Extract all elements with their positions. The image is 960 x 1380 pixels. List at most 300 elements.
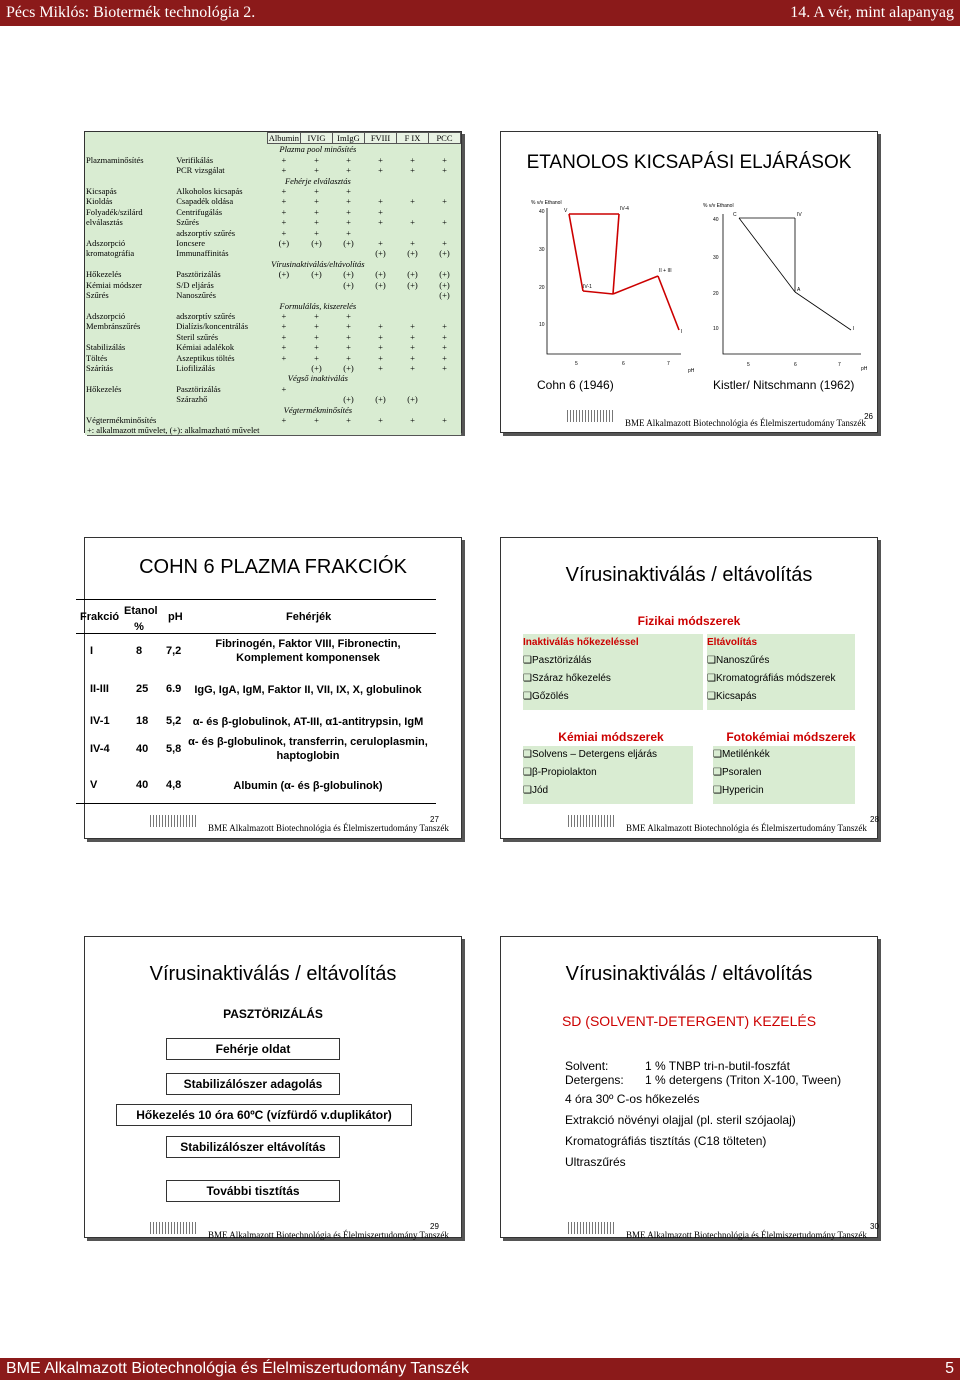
- cell-value: [365, 384, 397, 394]
- cell-value: +: [410, 352, 415, 363]
- section-label: Végső inaktiválás: [287, 373, 348, 384]
- cell-category: Hőkezelés: [86, 383, 122, 394]
- cell-value: [301, 248, 333, 258]
- list-item: ❑Solvens – Detergens eljárás: [523, 749, 658, 760]
- cell-proteins: Fibrinogén, Faktor VIII, Fibronectin, Komplement komponensek: [215, 638, 401, 664]
- cell-value: +: [314, 321, 319, 332]
- sd-items: [565, 1089, 796, 1173]
- cell-value: [429, 207, 461, 217]
- slide-title: Vírusinaktiválás / eltávolítás: [565, 963, 813, 985]
- box-chemical: [523, 746, 693, 804]
- step-box: Stabilizálószer eltávolítás: [166, 1136, 340, 1158]
- cell-value: [365, 228, 397, 238]
- list-item: ❑Gőzölés: [523, 691, 569, 702]
- section-label: Formulálás, kiszerelés: [279, 300, 357, 311]
- col-header: pH: [168, 611, 183, 623]
- slide-title: COHN 6 PLAZMA FRAKCIÓK: [139, 556, 407, 578]
- cell-category: Szárítás: [86, 362, 113, 373]
- cell-fraction: V: [90, 779, 98, 791]
- sd-lines: [565, 1059, 841, 1087]
- column-header: Albumin: [268, 133, 299, 143]
- solvent-line: Solvent: 1 % TNBP tri-n-butil-foszfát: [565, 1059, 790, 1073]
- footer-logo: [567, 410, 613, 422]
- cell-value: [429, 311, 461, 321]
- table-row: [85, 332, 461, 342]
- right-xaxis: pH: [861, 366, 868, 372]
- cell-category: [85, 394, 175, 404]
- table-row: [85, 342, 461, 352]
- list-item: ❑Psoralen: [713, 767, 762, 778]
- cell-value: [267, 363, 300, 373]
- detergent-line: Detergens: 1 % detergens (Triton X-100, Tween): [565, 1073, 842, 1087]
- cell-process: Szűrés: [176, 217, 199, 228]
- box-photochemical: [713, 746, 855, 804]
- right-label: IV: [797, 212, 802, 218]
- section-label: Fehérje elválasztás: [284, 175, 351, 186]
- cell-category: Plazmaminősítés: [86, 154, 144, 165]
- cell-value: (+): [407, 394, 418, 405]
- cell-value: [397, 186, 429, 196]
- table-row: [85, 207, 461, 217]
- cell-value: +: [442, 342, 447, 353]
- cell-ethanol: 18: [136, 715, 149, 727]
- cell-value: +: [314, 227, 319, 238]
- table-row: [85, 196, 461, 206]
- table-row: [85, 238, 461, 248]
- cell-value: [301, 280, 333, 290]
- table-row: [76, 769, 436, 801]
- cell-value: +: [346, 414, 351, 425]
- cell-value: (+): [343, 394, 354, 405]
- header-right: 14. A vér, mint alapanyag: [790, 4, 954, 21]
- cell-value: +: [314, 196, 319, 207]
- cell-ethanol: 40: [136, 779, 149, 791]
- cell-value: +: [346, 352, 351, 363]
- list-item: ❑Száraz hőkezelés: [523, 673, 611, 684]
- slide-footer: BME Alkalmazott Biotechnológia és Élelmiszertudomány Tanszék: [208, 823, 449, 833]
- cell-value: +: [281, 154, 287, 165]
- cell-value: +: [410, 362, 415, 373]
- cell-process: Centrifugálás: [176, 206, 223, 217]
- cell-value: +: [442, 154, 447, 165]
- category-photochemical: Fotokémiai módszerek: [726, 730, 856, 744]
- cell-value: (+): [407, 279, 418, 290]
- slide-footer: BME Alkalmazott Biotechnológia és Élelmiszertudomány Tanszék: [208, 1230, 449, 1240]
- right-xtick: 5: [747, 362, 750, 368]
- cell-value: +: [410, 217, 415, 228]
- cell-value: +: [281, 383, 287, 394]
- cell-value: +: [442, 362, 447, 373]
- cell-value: +: [378, 154, 383, 165]
- column-header: ImIgG: [333, 133, 365, 144]
- page-header: [0, 0, 960, 26]
- cell-value: +: [314, 342, 319, 353]
- cell-value: +: [442, 414, 447, 425]
- table-note: +: alkalmazott művelet, (+): alkalmazható művelet: [87, 425, 260, 436]
- cell-fraction: IV-4: [90, 743, 110, 755]
- right-ytick: 20: [713, 291, 719, 297]
- left-xtick: 7: [667, 361, 670, 367]
- list-item: ❑Hypericin: [713, 785, 764, 796]
- cell-value: [397, 290, 429, 300]
- cell-value: +: [314, 310, 319, 321]
- cell-value: (+): [375, 269, 386, 280]
- left-xtick: 6: [622, 361, 625, 367]
- cell-value: (+): [407, 248, 418, 259]
- left-label: II + III: [659, 268, 672, 274]
- cell-ethanol: 25: [136, 683, 149, 695]
- page-number: 27: [430, 815, 439, 824]
- slide-title: Vírusinaktiválás / eltávolítás: [565, 564, 813, 586]
- cell-category: Végtermékminősítés: [86, 414, 157, 425]
- list-item: ❑Kicsapás: [707, 691, 757, 702]
- cell-value: [429, 394, 461, 404]
- cell-value: +: [346, 186, 351, 197]
- cell-value: (+): [439, 248, 450, 259]
- cell-value: +: [442, 196, 447, 207]
- cell-value: [429, 384, 461, 394]
- cell-process: Alkoholos kicsapás: [176, 186, 243, 197]
- right-ytick: 40: [713, 217, 719, 223]
- cell-value: [397, 228, 429, 238]
- cell-value: [267, 248, 300, 258]
- subtitle: PASZTÖRIZÁLÁS: [223, 1007, 323, 1021]
- cell-process: adszorptív szűrés: [176, 310, 236, 321]
- cell-category: kromatográfia: [86, 248, 135, 259]
- cell-ph: 5,8: [166, 743, 182, 755]
- cell-value: [333, 384, 365, 394]
- cell-category: Kioldás: [86, 196, 113, 207]
- step-box: Stabilizálószer adagolás: [166, 1073, 340, 1095]
- cell-value: +: [442, 331, 447, 342]
- cell-ethanol: 8: [136, 645, 143, 657]
- cell-value: +: [314, 165, 319, 176]
- caption-left: Cohn 6 (1946): [537, 378, 614, 392]
- cell-value: (+): [407, 269, 418, 280]
- cell-value: (+): [278, 238, 290, 249]
- table-row: [85, 228, 461, 238]
- cell-process: Liofilizálás: [176, 362, 215, 373]
- cell-category: Adszorpció: [86, 310, 126, 321]
- cell-value: +: [346, 321, 351, 332]
- slide-title: Vírusinaktiválás / eltávolítás: [149, 963, 397, 985]
- section-row: [85, 405, 461, 415]
- caption-right: Kistler/ Nitschmann (1962): [713, 378, 855, 392]
- cell-value: +: [410, 321, 415, 332]
- cell-value: [429, 228, 461, 238]
- col-header: Frakció: [80, 611, 120, 623]
- cell-value: [267, 280, 300, 290]
- cell-ph: 5,2: [166, 715, 182, 727]
- right-curve: [739, 218, 851, 330]
- cell-value: +: [346, 154, 351, 165]
- cell-category: Folyadék/szilárd: [86, 206, 143, 217]
- section-row: [85, 144, 461, 155]
- table-row: [85, 155, 461, 165]
- cell-process: Csapadék oldása: [176, 196, 234, 207]
- cell-value: [365, 311, 397, 321]
- table-row: [85, 217, 461, 227]
- page-footer: [0, 1358, 960, 1380]
- cell-category: Membránszűrés: [86, 321, 141, 332]
- left-label: IV-1: [583, 284, 592, 290]
- cell-value: (+): [343, 362, 354, 373]
- box-heading: Eltávolítás: [707, 637, 758, 648]
- cell-value: +: [314, 331, 319, 342]
- table-row: [76, 673, 436, 705]
- footer-logo: [568, 1222, 614, 1234]
- step-box: Hőkezelés 10 óra 60ºC (vízfürdő v.duplikátor): [116, 1104, 412, 1126]
- cell-value: +: [314, 414, 319, 425]
- cell-value: (+): [375, 279, 386, 290]
- right-label: C: [733, 212, 737, 218]
- cell-value: +: [410, 165, 415, 176]
- cell-value: +: [314, 352, 319, 363]
- list-item: ❑Nanoszűrés: [707, 655, 770, 666]
- cell-ethanol: 40: [136, 743, 149, 755]
- cell-value: [397, 384, 429, 394]
- list-item: ❑Jód: [523, 785, 549, 796]
- cell-category: Stabilizálás: [86, 342, 126, 353]
- footer-logo: [150, 815, 196, 827]
- list-item: 4 óra 30º C-os hőkezelés: [565, 1092, 700, 1106]
- left-label: I: [681, 329, 683, 335]
- cell-value: +: [378, 217, 383, 228]
- column-header: FVIII: [365, 133, 397, 144]
- cell-ph: 4,8: [166, 779, 182, 791]
- right-ytick: 10: [713, 326, 719, 332]
- right-xtick: 6: [794, 362, 797, 368]
- page-number: 30: [870, 1222, 879, 1231]
- right-label: I: [853, 326, 855, 332]
- cell-value: +: [346, 310, 351, 321]
- table-row: [85, 290, 461, 300]
- cell-value: +: [346, 165, 351, 176]
- column-header: IVIG: [301, 133, 333, 144]
- right-axes: [723, 214, 861, 354]
- left-ytick: 30: [539, 247, 545, 253]
- cell-value: (+): [311, 362, 322, 373]
- header-left: Pécs Miklós: Biotermék technológia 2.: [6, 4, 256, 21]
- footer-right: 5: [945, 1360, 954, 1377]
- cell-value: [429, 186, 461, 196]
- cell-value: +: [410, 154, 415, 165]
- box-removal: [707, 634, 855, 710]
- cell-value: (+): [375, 248, 386, 259]
- cell-value: +: [442, 238, 447, 249]
- cell-value: +: [378, 414, 383, 425]
- left-xtick: 5: [575, 361, 578, 367]
- cell-process: S/D eljárás: [176, 279, 214, 290]
- table-row: [85, 353, 461, 363]
- slide-footer: BME Alkalmazott Biotechnológia és Élelmiszertudomány Tanszék: [626, 1230, 867, 1240]
- box-heat: [523, 634, 703, 710]
- list-item: ❑β-Propiolakton: [523, 767, 597, 778]
- step-box: Fehérje oldat: [166, 1038, 340, 1060]
- cell-process: Verifikálás: [176, 154, 214, 165]
- list-item: Kromatográfiás tisztítás (C18 tölteten): [565, 1134, 767, 1148]
- table-row: [85, 311, 461, 321]
- slide-ethanol: [500, 131, 878, 433]
- cell-process: Szárazhő: [176, 394, 208, 405]
- cell-process: Pasztörizálás: [176, 383, 221, 394]
- cell-value: +: [281, 321, 287, 332]
- cell-value: +: [378, 196, 383, 207]
- cell-value: +: [281, 217, 287, 228]
- cell-value: +: [281, 414, 287, 425]
- cell-value: [365, 186, 397, 196]
- cell-value: +: [314, 206, 319, 217]
- section-label: Vírusinaktiválás/eltávolítás: [271, 258, 365, 269]
- cell-process: PCR vizsgálat: [176, 165, 225, 176]
- cell-process: Dialízis/koncentrálás: [176, 321, 249, 332]
- cell-value: [365, 290, 397, 300]
- table-row: [85, 280, 461, 290]
- list-item: ❑Pasztörizálás: [523, 655, 592, 666]
- section-label: Plazma pool minősítés: [279, 144, 357, 155]
- cell-proteins: IgG, IgA, IgM, Faktor II, VII, IX, X, globulinok: [194, 684, 422, 696]
- left-xaxis: pH: [688, 368, 695, 374]
- cell-value: +: [378, 331, 383, 342]
- cell-value: +: [346, 206, 351, 217]
- cell-value: +: [410, 196, 415, 207]
- cell-value: +: [442, 321, 447, 332]
- list-item: ❑Metilénkék: [713, 749, 770, 760]
- cell-value: (+): [278, 269, 290, 280]
- page-number: 28: [870, 815, 879, 824]
- left-ytick: 10: [539, 322, 545, 328]
- left-ylabel: % v/v Ethanol: [531, 200, 562, 206]
- footer-logo: [150, 1222, 196, 1234]
- ethanol-diagrams: [501, 192, 877, 432]
- category-chemical: Kémiai módszerek: [558, 730, 664, 744]
- column-header: PCC: [429, 133, 461, 144]
- cell-process: Nanoszűrés: [176, 290, 216, 301]
- cell-value: +: [410, 331, 415, 342]
- box-heading: Inaktiválás hőkezeléssel: [523, 637, 639, 648]
- cell-value: +: [346, 331, 351, 342]
- cell-value: (+): [439, 269, 450, 280]
- cell-value: +: [314, 186, 319, 197]
- cell-value: +: [378, 352, 383, 363]
- cell-category: Adszorpció: [86, 238, 126, 249]
- cell-value: (+): [439, 279, 450, 290]
- slide-footer: BME Alkalmazott Biotechnológia és Élelmiszertudomány Tanszék: [625, 418, 866, 428]
- cell-ph: 6.9: [166, 683, 182, 695]
- cell-process: Steril szűrés: [176, 331, 219, 342]
- slide-footer: BME Alkalmazott Biotechnológia és Élelmiszertudomány Tanszék: [626, 823, 867, 833]
- cell-process: [175, 415, 267, 425]
- cell-value: (+): [311, 238, 322, 249]
- section-label: Végtermékminősítés: [283, 404, 353, 415]
- cell-value: [267, 290, 300, 300]
- cell-value: (+): [343, 269, 354, 280]
- table-row: [76, 733, 436, 765]
- process-table: [85, 132, 461, 435]
- table-row: [85, 186, 461, 196]
- list-item: Ultraszűrés: [565, 1155, 626, 1169]
- cell-value: [333, 290, 365, 300]
- cell-ph: 7,2: [166, 645, 182, 657]
- section-row: [85, 176, 461, 186]
- cell-category: Hőkezelés: [86, 269, 122, 280]
- cell-value: [301, 290, 333, 300]
- cell-value: +: [442, 352, 447, 363]
- cell-value: [301, 384, 333, 394]
- right-label: A: [797, 287, 801, 293]
- cell-value: +: [410, 342, 415, 353]
- left-ytick: 40: [539, 209, 545, 215]
- cell-fraction: IV-1: [90, 715, 110, 727]
- cell-value: +: [281, 310, 287, 321]
- category-physical: Fizikai módszerek: [637, 614, 741, 628]
- cell-category: [85, 228, 175, 238]
- cell-value: +: [314, 154, 319, 165]
- cell-value: +: [378, 342, 383, 353]
- section-row: [85, 373, 461, 383]
- cell-fraction: II-III: [90, 683, 109, 695]
- page-number: 26: [864, 412, 873, 421]
- cell-value: [397, 311, 429, 321]
- cell-category: [85, 165, 175, 175]
- footer-left: BME Alkalmazott Biotechnológia és Élelmiszertudomány Tanszék: [6, 1360, 470, 1377]
- table-header-row: [85, 133, 461, 144]
- left-label: V: [564, 208, 568, 214]
- cell-value: (+): [343, 238, 354, 249]
- cell-value: +: [281, 227, 287, 238]
- right-ytick: 30: [713, 255, 719, 261]
- table-row: [85, 363, 461, 373]
- left-label: IV-4: [620, 206, 629, 212]
- cell-proteins: Albumin (α- és β-globulinok): [233, 780, 383, 792]
- cell-value: +: [281, 196, 287, 207]
- cell-value: +: [378, 165, 383, 176]
- table-row: [85, 394, 461, 404]
- cell-value: [333, 248, 365, 258]
- left-ytick: 20: [539, 285, 545, 291]
- cell-value: [397, 207, 429, 217]
- cell-value: (+): [343, 279, 354, 290]
- cell-value: +: [314, 217, 319, 228]
- cell-value: +: [378, 238, 383, 249]
- cell-value: +: [410, 414, 415, 425]
- list-item: Extrakció növényi olajjal (pl. steril szójaolaj): [565, 1113, 796, 1127]
- cell-value: +: [281, 206, 287, 217]
- cell-value: +: [378, 321, 383, 332]
- cell-process: Aszeptikus töltés: [176, 352, 235, 363]
- slide-sd: [500, 936, 878, 1238]
- cell-value: +: [378, 206, 383, 217]
- column-header: F IX: [397, 133, 429, 144]
- cell-proteins: α- és β-globulinok, transferrin, ceruloplasmin, haptoglobin: [188, 736, 428, 762]
- right-ylabel: % v/v Ethanol: [703, 203, 734, 209]
- section-row: [85, 301, 461, 311]
- cell-category: elválasztás: [86, 217, 123, 228]
- slide-title: ETANOLOS KICSAPÁSI ELJÁRÁSOK: [526, 152, 852, 173]
- table-row: [85, 248, 461, 258]
- cell-value: +: [346, 217, 351, 228]
- cohn-table: [76, 599, 436, 804]
- cell-value: +: [346, 342, 351, 353]
- cell-process: Immunaffinitás: [176, 248, 229, 259]
- cell-process: adszorptív szűrés: [176, 227, 236, 238]
- cell-category: Szűrés: [86, 290, 109, 301]
- cell-proteins: α- és β-globulinok, AT-III, α1-antitrypsin, IgM: [192, 716, 424, 728]
- cell-value: +: [442, 165, 447, 176]
- step-box: További tisztítás: [166, 1180, 340, 1202]
- page-number: 29: [430, 1222, 439, 1231]
- cell-value: [301, 394, 333, 404]
